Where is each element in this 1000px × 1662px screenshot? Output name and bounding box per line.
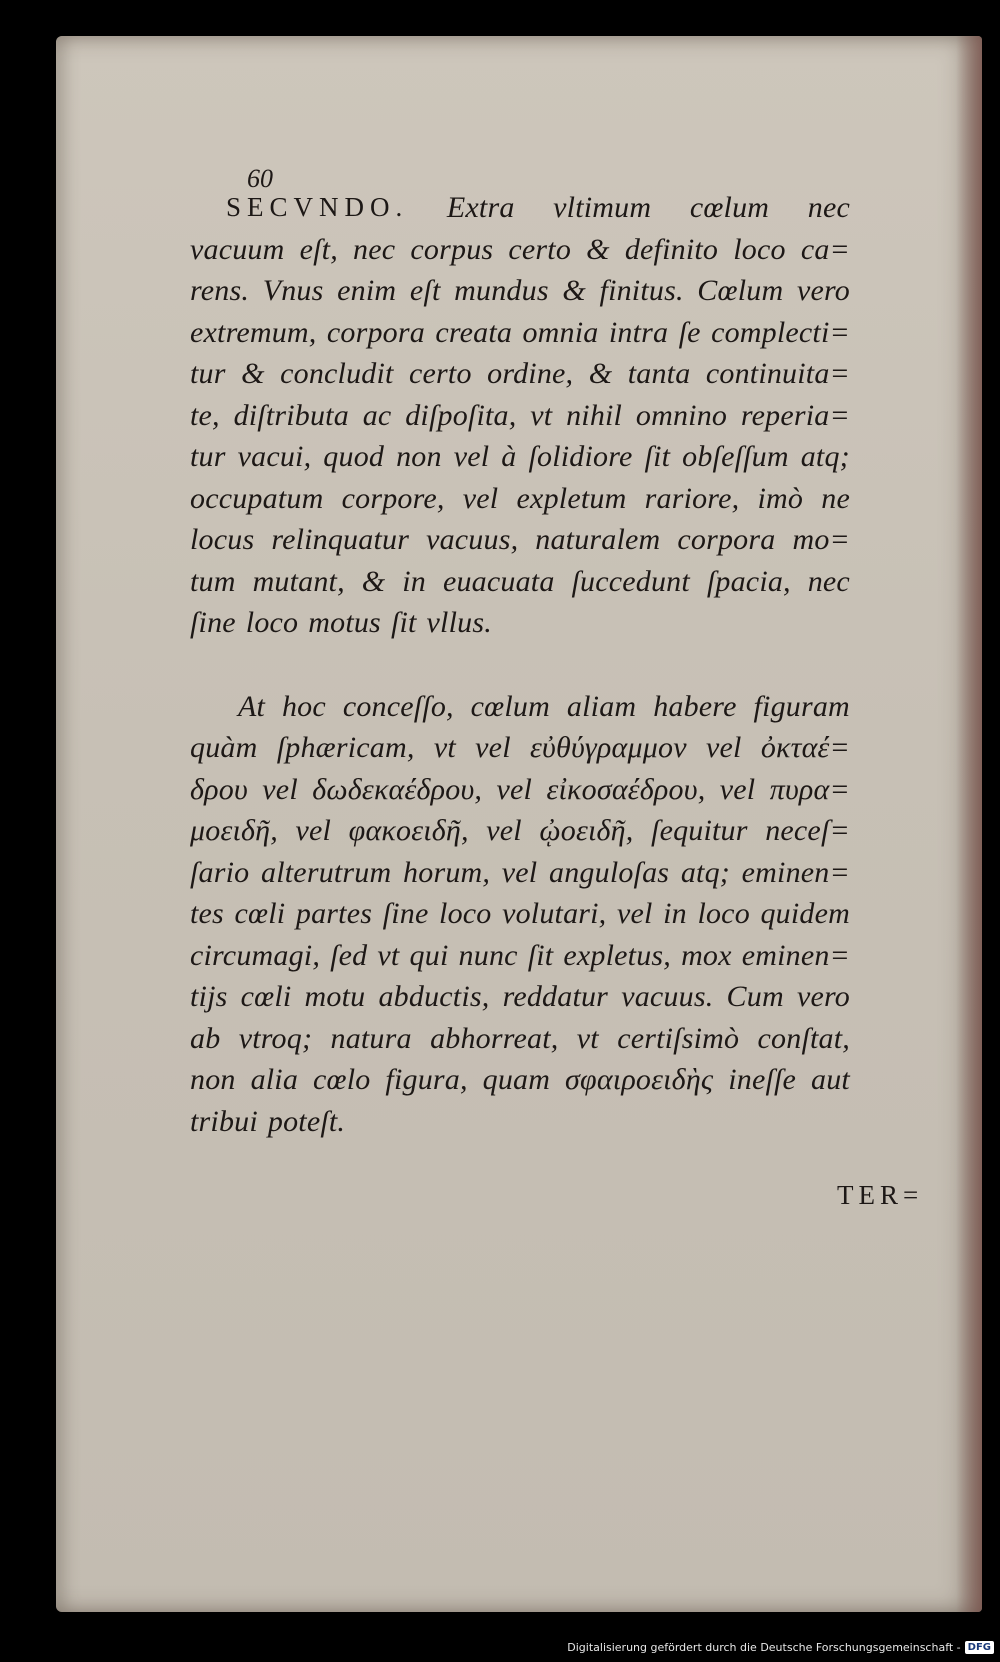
word: corpus: [410, 232, 494, 266]
text-line: [190, 436, 850, 478]
word: habere: [653, 689, 737, 723]
catchword: TER=: [837, 1180, 924, 1210]
word: ſario: [190, 855, 250, 889]
word: quam: [482, 1063, 551, 1096]
paragraph-1: [190, 187, 850, 644]
word: hoc: [281, 689, 326, 723]
word: Extra: [446, 191, 515, 224]
page-number: 60: [247, 164, 273, 193]
word: &: [361, 564, 386, 598]
word: enim: [337, 274, 397, 307]
word: ne: [821, 481, 850, 515]
word: nec: [353, 232, 396, 266]
word: reddatur: [502, 980, 609, 1013]
word: vel: [486, 814, 522, 847]
word: vel: [453, 440, 490, 473]
word: vel: [496, 772, 533, 806]
word: continuita=: [705, 357, 850, 390]
word: rens.: [190, 274, 250, 307]
text-line: [190, 852, 850, 894]
text-line: [190, 478, 850, 520]
word: omnino: [635, 398, 728, 432]
word: cœlo: [313, 1063, 371, 1096]
word: quod: [323, 440, 385, 473]
word: vtroq;: [238, 1021, 313, 1055]
word: vel: [501, 855, 538, 889]
word: loco: [245, 606, 299, 639]
word: ſine: [382, 897, 429, 930]
word: ſequitur: [651, 814, 748, 847]
word: omnia: [522, 315, 599, 349]
word: vel: [705, 731, 742, 764]
word: finitus.: [599, 274, 684, 307]
word: naturalem: [535, 523, 661, 556]
text-line: [190, 561, 850, 603]
word: tanta: [627, 357, 691, 390]
word: intra: [608, 315, 669, 349]
word: &: [588, 357, 613, 390]
word: vacuus.: [621, 980, 714, 1013]
word: aliam: [566, 689, 637, 723]
word: ac: [362, 398, 392, 432]
word: Cum: [726, 980, 784, 1013]
word: εὐθύγραμμον: [530, 731, 687, 764]
word: loco: [697, 897, 750, 930]
word: obſeſſum: [682, 440, 789, 473]
word: cœlum: [470, 689, 550, 723]
word: atq;: [800, 440, 850, 473]
word: loco: [439, 897, 492, 930]
word: δρου: [190, 772, 248, 806]
word: quàm: [190, 731, 258, 764]
word: tijs: [190, 980, 228, 1013]
word: poteſt.: [267, 1104, 346, 1138]
footer: [567, 1636, 994, 1658]
word: ſolidiore: [528, 440, 633, 473]
word: expletum: [516, 481, 627, 515]
word: &: [586, 232, 610, 266]
word: ca=: [800, 232, 850, 266]
word: abductis,: [378, 980, 490, 1013]
word: δωδεκαέδρου,: [312, 772, 483, 806]
word: ſphæricam,: [276, 731, 415, 764]
word: loco: [733, 232, 786, 266]
word: ὀκταέ=: [760, 731, 850, 764]
word: ſit: [390, 606, 417, 639]
word: volutari,: [502, 897, 607, 930]
word: aut: [811, 1063, 850, 1096]
word: creata: [435, 315, 513, 349]
word: φακοειδῆ,: [348, 814, 469, 847]
word: relinquatur: [271, 523, 410, 556]
word: nec: [807, 191, 850, 224]
text-line: [190, 727, 850, 769]
paragraph-2: [190, 686, 850, 1143]
text-line: [190, 187, 850, 229]
word: abhorreat,: [430, 1021, 559, 1055]
text-line: [190, 1018, 850, 1060]
word: vt: [433, 731, 456, 764]
text-line: [190, 353, 850, 395]
word: ᾠοειδῆ,: [539, 814, 634, 847]
word: occupatum: [190, 481, 324, 515]
text-line: [190, 312, 850, 354]
word: Cœlum: [697, 274, 784, 307]
word: horum,: [403, 855, 491, 889]
word: anguloſas: [549, 855, 670, 889]
word: σφαιροειδὴς: [565, 1063, 714, 1096]
word: conceſſo,: [342, 689, 454, 723]
word: concludit: [280, 357, 394, 390]
word: motus: [308, 606, 381, 639]
word: certiſsimò: [617, 1021, 740, 1055]
word: rariore,: [644, 481, 740, 515]
text-line: [190, 686, 850, 728]
word: non: [396, 440, 442, 473]
word: corpora: [677, 523, 776, 556]
word: figuram: [753, 689, 850, 723]
word: vero: [796, 980, 850, 1013]
word: certo: [409, 357, 472, 390]
word: mo=: [792, 523, 850, 556]
word: eminen=: [741, 938, 850, 972]
text-line: [190, 229, 850, 271]
text-line: [190, 519, 850, 561]
word: ſpacia,: [706, 564, 791, 598]
word: ſuccedunt: [571, 564, 690, 598]
word: vt: [530, 398, 553, 432]
word: in: [663, 897, 687, 930]
word: ab: [190, 1021, 221, 1055]
word: corpore,: [341, 481, 445, 515]
word: te,: [190, 398, 220, 432]
word: πυρα=: [769, 772, 850, 806]
word: locus: [190, 523, 255, 556]
word: imò: [757, 481, 804, 515]
word: vt: [576, 1021, 599, 1055]
word: vacuus,: [426, 523, 519, 556]
word: At: [238, 689, 266, 723]
word: partes: [295, 897, 373, 930]
word: cœli: [240, 980, 292, 1013]
word: mutant,: [252, 564, 345, 598]
text-line: [190, 1101, 850, 1143]
word: ordine,: [487, 357, 574, 390]
word: definito: [624, 232, 719, 266]
word: vel: [462, 481, 499, 515]
word: motu: [304, 980, 366, 1013]
page-edge-shadow: [956, 36, 982, 1612]
word: vel: [295, 814, 332, 847]
text-line: [190, 602, 850, 644]
dfg-logo: DFG: [965, 1641, 994, 1654]
text-line: [190, 1059, 850, 1101]
word: ineſſe: [728, 1063, 797, 1096]
text-line: [190, 769, 850, 811]
word: vel: [719, 772, 756, 806]
word: diſpoſita,: [405, 398, 517, 432]
word: complecti=: [711, 315, 850, 349]
word: certo: [508, 232, 572, 266]
word: ſed: [330, 938, 368, 972]
text-line: [190, 935, 850, 977]
word: εἰκοσαέδρου,: [546, 772, 706, 806]
word: vllus.: [426, 606, 492, 639]
word: in: [402, 564, 427, 598]
word: cœlum: [689, 191, 770, 224]
text-line: [190, 810, 850, 852]
word: ſe: [678, 315, 701, 349]
word: figura,: [385, 1063, 468, 1096]
word: à: [501, 440, 517, 473]
word: expletus,: [563, 938, 671, 972]
text-line: [190, 893, 850, 935]
word: tur: [190, 440, 226, 473]
paragraph-gap: [190, 644, 850, 686]
word: mox: [681, 938, 732, 972]
word: μοειδῆ,: [190, 814, 278, 847]
word: reperia=: [740, 398, 850, 432]
word: ſine: [190, 606, 236, 639]
word: tur: [190, 357, 226, 390]
word: &: [241, 357, 265, 390]
word: qui: [409, 938, 449, 972]
word: eſt,: [299, 232, 338, 266]
word: nihil: [566, 398, 623, 432]
text-line: [190, 976, 850, 1018]
word: tes: [190, 897, 224, 930]
text-block: [190, 187, 850, 1142]
word: vero: [796, 274, 850, 307]
word: vel: [262, 772, 298, 806]
word: vt: [377, 938, 400, 972]
word: alterutrum: [261, 855, 392, 889]
text-line: [190, 270, 850, 312]
word: vacuum: [190, 232, 285, 266]
word: vel: [616, 897, 653, 930]
word: nec: [807, 564, 850, 598]
word: ſit: [644, 440, 671, 473]
word: euacuata: [442, 564, 555, 598]
word: tribui: [190, 1104, 258, 1138]
word: eminen=: [741, 855, 850, 889]
footer-text: Digitalisierung gefördert durch die Deutsche Forschungsgemeinschaft -: [567, 1640, 961, 1654]
text-line: [190, 395, 850, 437]
word: nunc: [458, 938, 518, 972]
word: tum: [190, 564, 236, 598]
word: quidem: [760, 897, 850, 930]
word: conſtat,: [757, 1021, 850, 1055]
word: Vnus: [262, 274, 324, 307]
word: diſtributa: [233, 398, 349, 432]
word: alia: [250, 1063, 299, 1096]
word: natura: [330, 1021, 412, 1055]
word: neceſ=: [765, 814, 850, 847]
word: extremum,: [190, 315, 317, 349]
word: eſt: [409, 274, 441, 307]
word: mundus: [454, 274, 549, 307]
word: SECVNDO.: [226, 192, 409, 222]
word: atq;: [680, 855, 730, 889]
word: vacui,: [237, 440, 312, 473]
word: corpora: [326, 315, 425, 349]
word: vltimum: [553, 191, 652, 224]
word: &: [562, 274, 586, 307]
word: circumagi,: [190, 938, 321, 972]
word: ſit: [527, 938, 554, 972]
word: non: [190, 1063, 236, 1096]
word: vel: [475, 731, 511, 764]
word: cœli: [234, 897, 286, 930]
